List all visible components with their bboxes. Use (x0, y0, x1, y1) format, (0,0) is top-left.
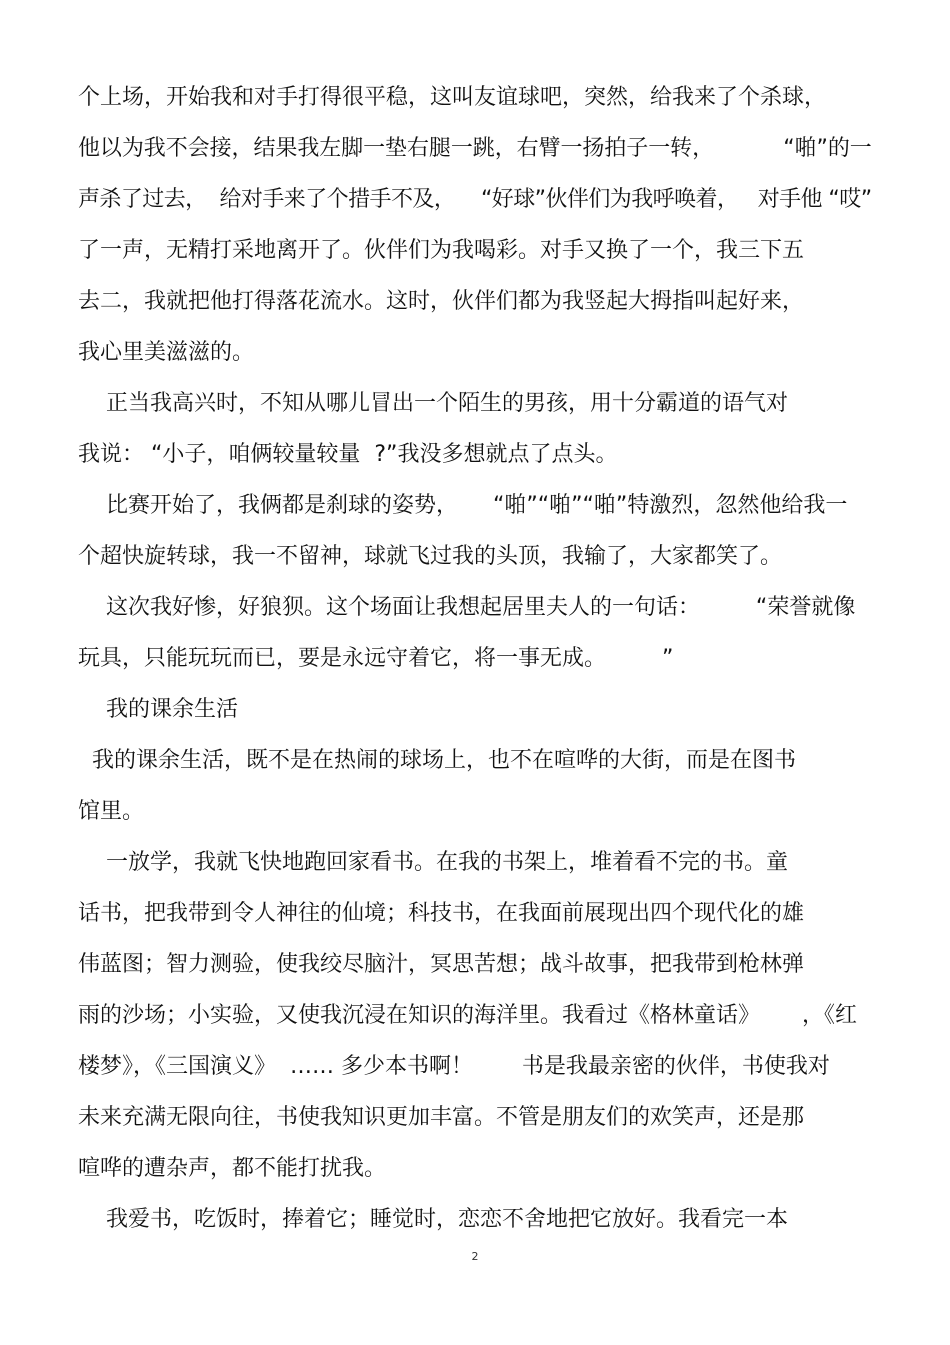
text-line: 个超快旋转球，我一不留神，球就飞过我的头顶，我输了，大家都笑了。 (78, 544, 783, 569)
text-line: 雨的沙场；小实验，又使我沉浸在知识的海洋里。我看过《格林童话》 ，《红 (78, 1003, 857, 1028)
text-line: 一放学，我就飞快地跑回家看书。在我的书架上，堆着看不完的书。童 (78, 850, 788, 875)
text-line: 馆里。 (78, 799, 145, 824)
text-line: 我说： “小子，咱俩较量较量 ?”我没多想就点了点头。 (78, 442, 618, 467)
text-line: 话书，把我带到令人神往的仙境；科技书，在我面前展现出四个现代化的雄 (78, 901, 805, 926)
text-line: 我心里美滋滋的。 (78, 340, 255, 365)
text-line: 楼梦》，《三国演义》 …… 多少本书啊！ 书是我最亲密的伙伴，书使我对 (78, 1054, 830, 1079)
page-number: 2 (471, 1250, 479, 1263)
text-line: 我的课余生活，既不是在热闹的球场上，也不在喧哗的大街，而是在图书 (78, 748, 796, 773)
text-line: 玩具，只能玩玩而已，要是永远守着它，将一事无成。 ” (78, 646, 674, 671)
text-line: 这次我好惨，好狼狈。这个场面让我想起居里夫人的一句话： “荣誉就像 (78, 595, 856, 620)
text-line: 去二，我就把他打得落花流水。这时，伙伴们都为我竖起大拇指叫起好来， (78, 289, 805, 314)
text-line: 我爱书，吃饭时，捧着它；睡觉时，恋恋不舍地把它放好。我看完一本 (78, 1207, 788, 1232)
text-line: 正当我高兴时，不知从哪儿冒出一个陌生的男孩，用十分霸道的语气对 (78, 391, 788, 416)
text-line: 声杀了过去， 给对手来了个措手不及， “好球”伙伴们为我呼唤着， 对手他 “哎” (78, 187, 872, 212)
text-line: 了一声，无精打采地离开了。伙伴们为我喝彩。对手又换了一个，我三下五 (78, 238, 805, 263)
text-line: 伟蓝图；智力测验，使我绞尽脑汁，冥思苦想；战斗故事，把我带到枪林弹 (78, 952, 805, 977)
text-line: 喧哗的遭杂声，都不能打扰我。 (78, 1156, 387, 1181)
text-line: 他以为我不会接，结果我左脚一垫右腿一跳，右臂一扬拍子一转， “啪”的一 (78, 136, 872, 161)
text-line: 比赛开始了，我俩都是刹球的姿势， “啪”“啪”“啪”特激烈，忽然他给我一 (78, 493, 848, 518)
text-line: 个上场，开始我和对手打得很平稳，这叫友谊球吧，突然，给我来了个杀球， (78, 85, 827, 110)
text-line: 未来充满无限向往，书使我知识更加丰富。不管是朋友们的欢笑声，还是那 (78, 1105, 805, 1130)
section-heading: 我的课余生活 (78, 697, 238, 722)
